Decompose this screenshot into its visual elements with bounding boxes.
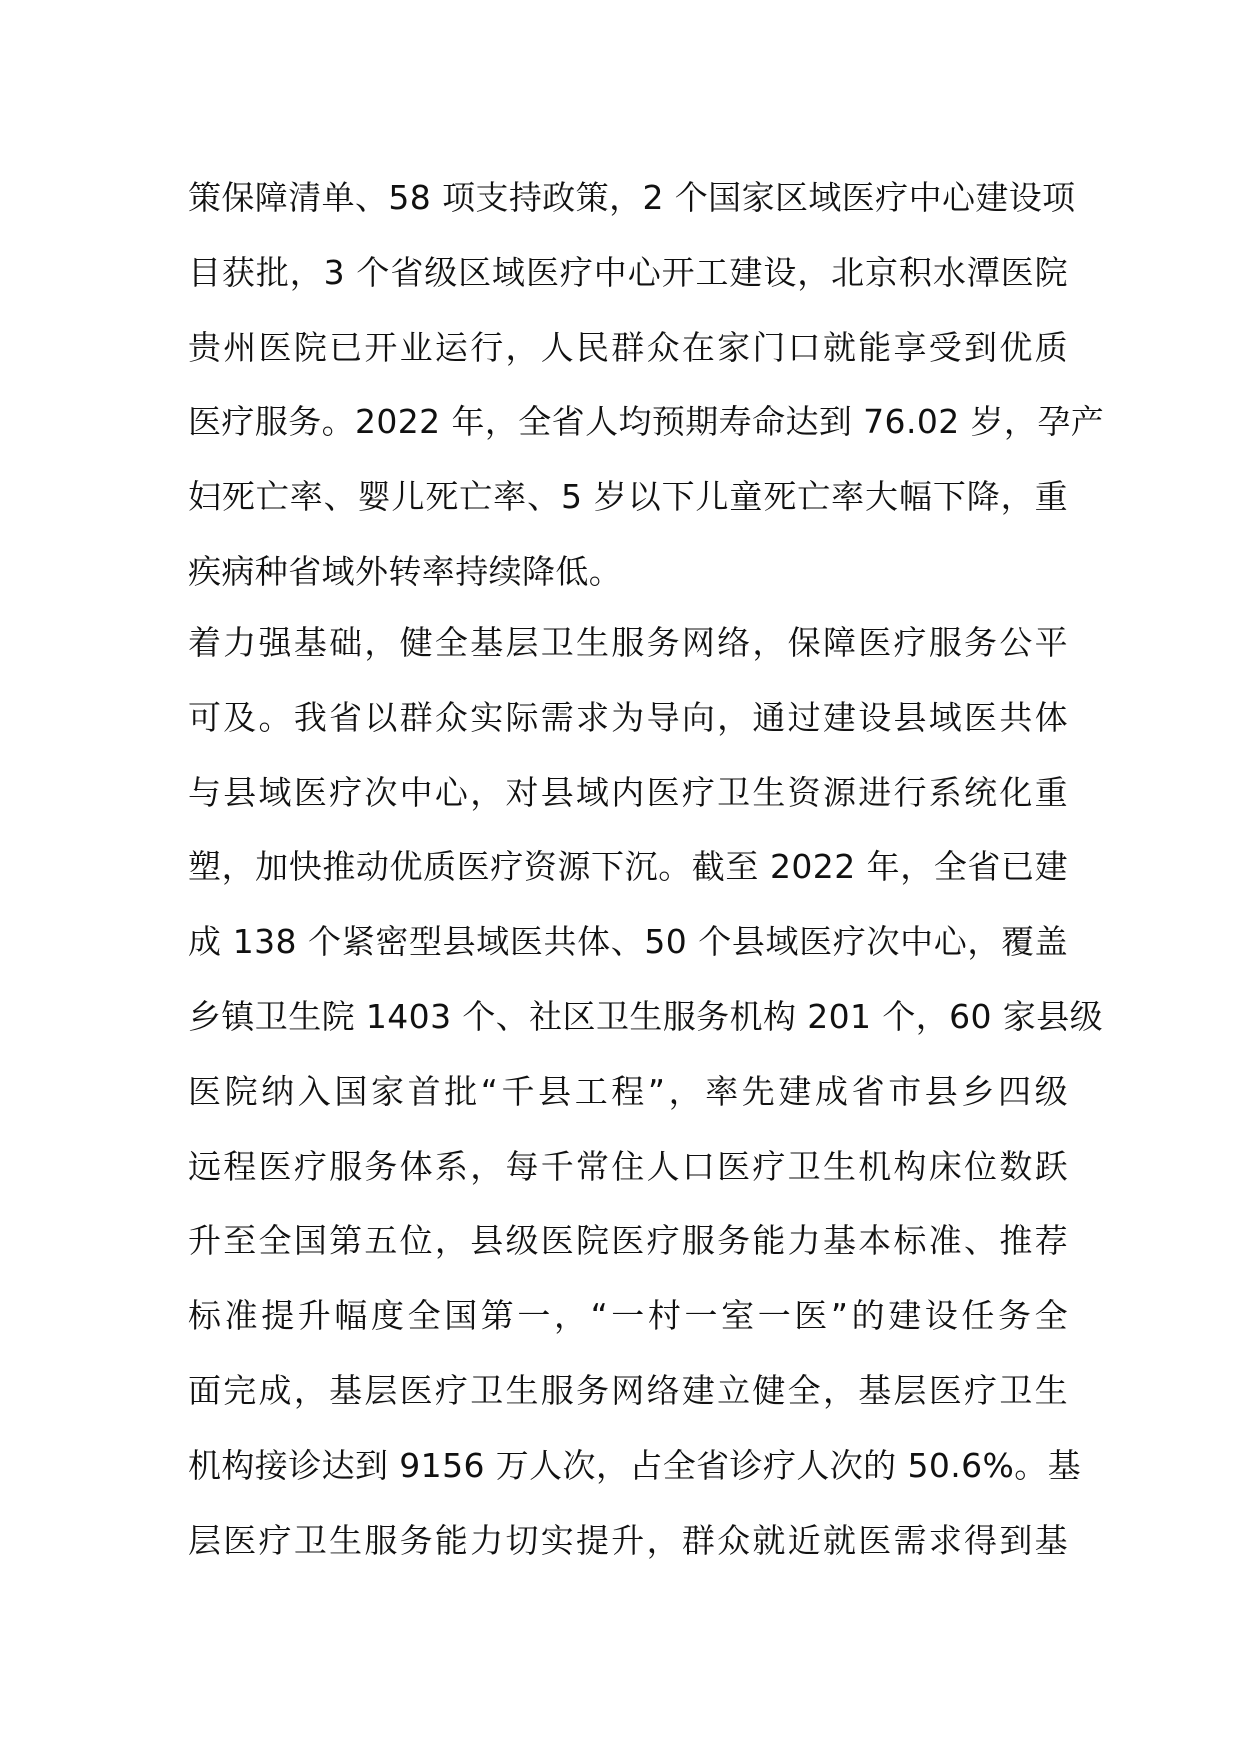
text-line: 目获批，3 个省级区域医疗中心开工建设，北京积水潭医院 <box>188 252 1068 292</box>
text-line: 标准提升幅度全国第一，“一村一室一医”的建设任务全 <box>188 1296 1068 1336</box>
text-line: 妇死亡率、婴儿死亡率、5 岁以下儿童死亡率大幅下降，重 <box>188 477 1068 517</box>
text-line: 远程医疗服务体系，每千常住人口医疗卫生机构床位数跃 <box>188 1146 1068 1186</box>
text-line: 成 138 个紧密型县域医共体、50 个县域医疗次中心，覆盖 <box>188 922 1068 962</box>
paragraph-continuation <box>188 161 1105 610</box>
text-line: 层医疗卫生服务能力切实提升，群众就近就医需求得到基 <box>188 1520 1068 1560</box>
text-line: 医疗服务。2022 年，全省人均预期寿命达到 76.02 岁，孕产 <box>188 402 1105 442</box>
text-line: 医院纳入国家首批“千县工程”，率先建成省市县乡四级 <box>188 1071 1068 1111</box>
text-line: 面完成，基层医疗卫生服务网络建立健全，基层医疗卫生 <box>188 1370 1068 1410</box>
text-line: 贵州医院已开业运行，人民群众在家门口就能享受到优质 <box>188 327 1068 367</box>
text-line: 塑，加快推动优质医疗资源下沉。截至 2022 年，全省已建 <box>188 847 1068 887</box>
text-line: 策保障清单、58 项支持政策，2 个国家区域医疗中心建设项 <box>188 178 1076 217</box>
text-line: 乡镇卫生院 1403 个、社区卫生服务机构 201 个，60 家县级 <box>188 996 1104 1036</box>
text-line: 疾病种省域外转率持续降低。 <box>188 551 623 591</box>
text-line: 着力强基础，健全基层卫生服务网络，保障医疗服务公平 <box>188 623 1068 662</box>
text-line: 与县域医疗次中心，对县域内医疗卫生资源进行系统化重 <box>188 772 1068 812</box>
text-line: 可及。我省以群众实际需求为导向，通过建设县域医共体 <box>188 697 1068 737</box>
text-line: 机构接诊达到 9156 万人次，占全省诊疗人次的 50.6%。基 <box>188 1445 1082 1485</box>
text-line: 升至全国第五位，县级医院医疗服务能力基本标准、推荐 <box>188 1221 1068 1261</box>
paragraph-primary-care <box>188 606 1104 1578</box>
